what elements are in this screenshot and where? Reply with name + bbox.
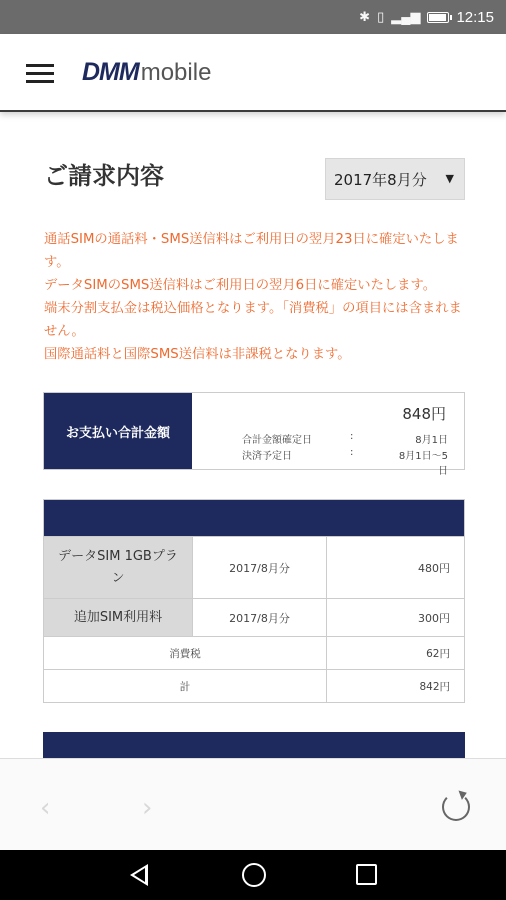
total-row-confirm-date: 合計金額確定日 : 8月1日	[242, 431, 448, 446]
item-period: 2017/8月分	[192, 599, 326, 636]
back-icon[interactable]: ‹	[40, 793, 51, 823]
item-amount: 480円	[326, 537, 464, 598]
total-payment-box	[43, 392, 465, 477]
item-name: データSIM 1GBプラン	[44, 537, 192, 598]
note-line: 国際通話料と国際SMS送信料は非課税となります。	[44, 347, 351, 362]
page-title: ご請求内容	[44, 162, 164, 190]
notes	[44, 228, 469, 366]
table-row	[44, 598, 464, 636]
browser-toolbar	[0, 758, 506, 850]
summary-row-tax	[44, 636, 464, 669]
summary-name: 計	[179, 680, 191, 693]
detail-table-header	[44, 500, 464, 536]
nav-back-icon[interactable]	[130, 864, 148, 886]
item-amount: 300円	[326, 599, 464, 636]
next-section-header	[43, 732, 465, 758]
month-select-value: 2017年8月分	[334, 170, 427, 189]
reload-icon[interactable]	[442, 793, 470, 821]
note-line: 通話SIMの通話料・SMS送信料はご利用日の翌月23日に確定いたします。	[44, 232, 459, 270]
nav-recents-icon[interactable]	[356, 864, 377, 885]
item-period: 2017/8月分	[192, 537, 326, 598]
logo-dmm: DMM	[82, 58, 139, 86]
battery-icon	[427, 12, 449, 23]
logo[interactable]	[82, 58, 211, 87]
note-line: 端末分割支払金は税込価格となります。「消費税」の項目には含まれません。	[44, 301, 462, 339]
total-info	[192, 393, 464, 477]
forward-icon[interactable]: ›	[142, 793, 153, 823]
item-name: 追加SIM利用料	[44, 599, 192, 636]
summary-amount: 62円	[326, 637, 464, 669]
total-row-payment-date: 決済予定日 : 8月1日～5日	[242, 447, 448, 477]
nav-home-icon[interactable]	[242, 863, 266, 887]
note-line: データSIMのSMS送信料はご利用日の翌月6日に確定いたします。	[44, 278, 437, 293]
summary-row-total	[44, 669, 464, 702]
bluetooth-icon: ✱	[359, 9, 371, 24]
status-time: 12:15	[456, 8, 494, 26]
vibrate-icon: ▯	[377, 9, 385, 24]
signal-icon: ▂▄▆	[391, 9, 421, 24]
status-bar	[0, 0, 506, 34]
main-content	[0, 112, 506, 758]
android-nav-bar	[0, 850, 506, 900]
month-select[interactable]	[325, 158, 465, 200]
total-label: お支払い合計金額	[44, 393, 192, 469]
logo-mobile: mobile	[140, 59, 212, 86]
table-row	[44, 536, 464, 598]
summary-name: 消費税	[169, 647, 201, 660]
summary-amount: 842円	[326, 670, 464, 702]
total-amount: 848円	[402, 405, 446, 423]
menu-icon[interactable]	[26, 64, 54, 84]
app-header	[0, 34, 506, 112]
dropdown-arrow-icon: ▼	[445, 172, 454, 185]
detail-table	[43, 499, 465, 703]
